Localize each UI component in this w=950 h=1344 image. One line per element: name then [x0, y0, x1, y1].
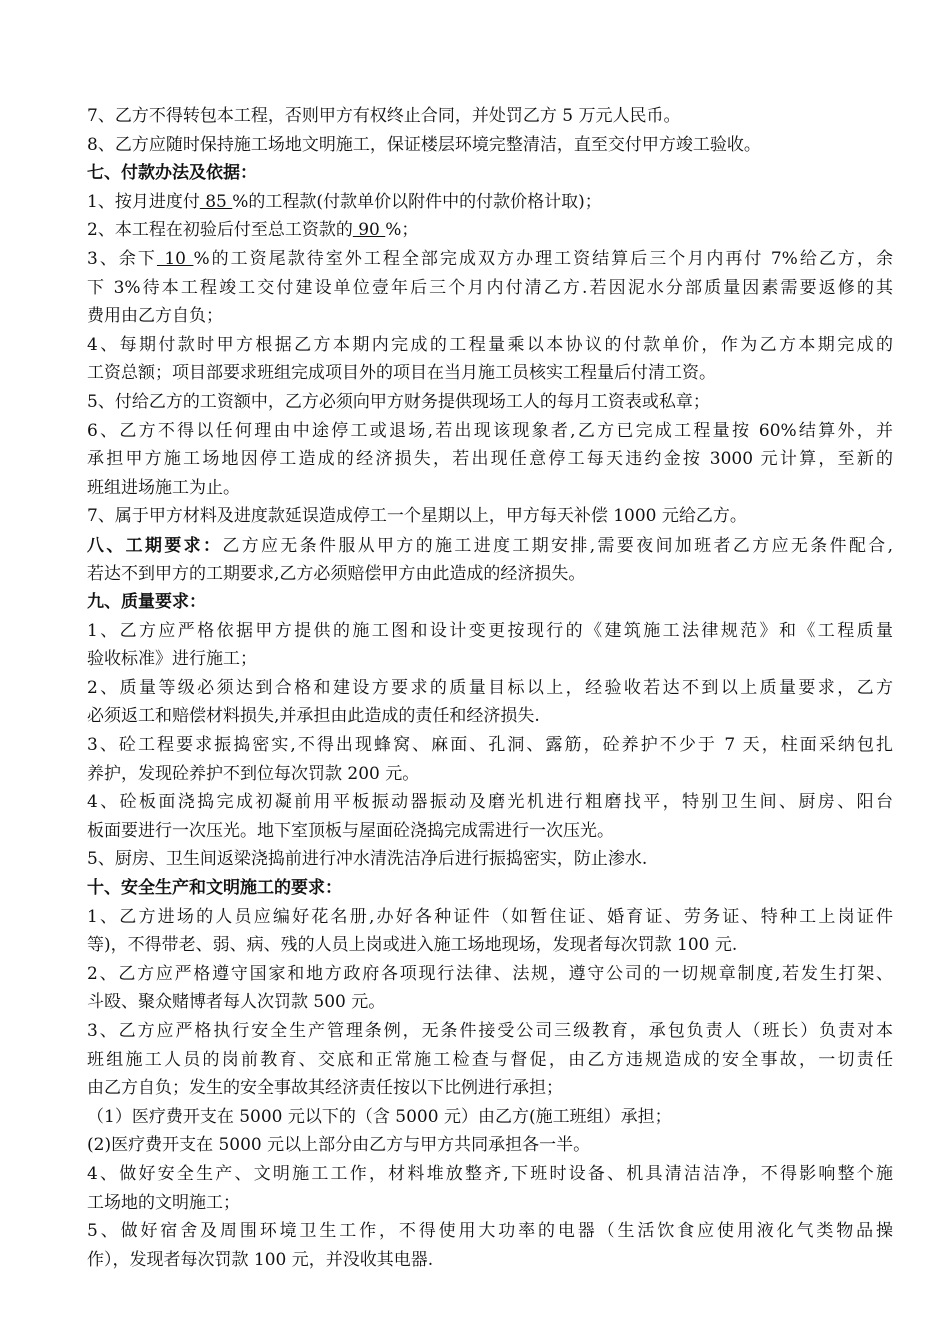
text-line: 作），发现者每次罚款 100 元，并没收其电器.: [87, 1249, 434, 1270]
section-heading: 十、安全生产和文明施工的要求：: [87, 878, 342, 899]
text-line: 班组施工人员的岗前教育、交底和正常施工检查与督促，由乙方违规造成的安全事故，一切责任: [87, 1049, 893, 1070]
text-line: 8、乙方应随时保持施工场地文明施工，保证楼层环境完整清洁，直至交付甲方竣工验收。: [87, 134, 761, 155]
document-page: [87, 102, 893, 1274]
text-line: 八、工期要求：乙方应无条件服从甲方的施工进度工期安排,需要夜间加班者乙方应无条件配合,: [87, 534, 893, 555]
text-line: 必须返工和赔偿材料损失,并承担由此造成的责任和经济损失.: [87, 706, 540, 727]
text-line: 3、余下 10 %的工资尾款待室外工程全部完成双方办理工资结算后三个月内再付 7%给乙方，余: [87, 248, 893, 269]
text-line: 6、乙方不得以任何理由中途停工或退场,若出现该现象者,乙方已完成工程量按 60%结算外，并: [87, 420, 893, 441]
text-line: 4、做好安全生产、文明施工工作，材料堆放整齐,下班时设备、机具清洁洁净，不得影响整个施: [87, 1163, 893, 1184]
text-line: 班组进场施工为止。: [87, 477, 240, 498]
text-line: 工资总额；项目部要求班组完成项目外的项目在当月施工员核实工程量后付清工资。: [87, 363, 716, 384]
text-line: 5、做好宿舍及周围环境卫生工作，不得使用大功率的电器（生活饮食应使用液化气类物品操: [87, 1221, 893, 1242]
text-line: 2、乙方应严格遵守国家和地方政府各项现行法律、法规，遵守公司的一切规章制度,若发生打架、: [87, 963, 893, 984]
text-line: 若达不到甲方的工期要求,乙方必须赔偿甲方由此造成的经济损失。: [87, 563, 586, 584]
text-line: 板面要进行一次压光。地下室顶板与屋面砼浇捣完成需进行一次压光。: [87, 820, 614, 841]
text-line: 4、每期付款时甲方根据乙方本期内完成的工程量乘以本协议的付款单价，作为乙方本期完成的: [87, 334, 893, 355]
text-line: 1、乙方进场的人员应编好花名册,办好各种证件（如暂住证、婚育证、劳务证、特种工上岗证件: [87, 906, 893, 927]
text-line: 3、砼工程要求振捣密实,不得出现蜂窝、麻面、孔洞、露筋，砼养护不少于 7 天，柱面采纳包扎: [87, 735, 893, 756]
text-line: 1、按月进度付 85 %的工程款(付款单价以附件中的付款价格计取)；: [87, 191, 602, 212]
text-line: （1）医疗费开支在 5000 元以下的（含 5000 元）由乙方(施工班组）承担；: [87, 1106, 672, 1127]
text-line: 工场地的文明施工；: [87, 1192, 240, 1213]
text-line: 费用由乙方自负；: [87, 306, 223, 327]
text-line: 验收标准》进行施工；: [87, 649, 257, 670]
text-line: 承担甲方施工场地因停工造成的经济损失，若出现任意停工每天违约金按 3000 元计算，至新的: [87, 449, 893, 470]
section-heading: 九、质量要求：: [87, 592, 206, 613]
text-line: 2、质量等级必须达到合格和建设方要求的质量目标以上，经验收若达不到以上质量要求，乙方: [87, 677, 893, 698]
text-line: 1、乙方应严格依据甲方提供的施工图和设计变更按现行的《建筑施工法律规范》和《工程质量: [87, 620, 893, 641]
text-line: 4、砼板面浇捣完成初凝前用平板振动器振动及磨光机进行粗磨找平，特别卫生间、厨房、阳台: [87, 792, 893, 813]
text-line: 7、属于甲方材料及进度款延误造成停工一个星期以上，甲方每天补偿 1000 元给乙方。: [87, 506, 747, 527]
text-line: (2)医疗费开支在 5000 元以上部分由乙方与甲方共同承担各一半。: [87, 1135, 591, 1156]
section-heading: 八、工期要求：: [87, 534, 223, 555]
text-line: 7、乙方不得转包本工程，否则甲方有权终止合同，并处罚乙方 5 万元人民币。: [87, 106, 681, 126]
underlined-value: 85: [199, 191, 233, 212]
text-line: 由乙方自负；发生的安全事故其经济责任按以下比例进行承担；: [87, 1078, 563, 1099]
text-line: 2、本工程在初验后付至总工资款的 90 %；: [87, 220, 419, 241]
text-line: 等)，不得带老、弱、病、残的人员上岗或进入施工场地现场，发现者每次罚款 100 元.: [87, 935, 738, 956]
text-line: 5、付给乙方的工资额中，乙方必须向甲方财务提供现场工人的每月工资表或私章；: [87, 391, 710, 412]
text-line: 5、厨房、卫生间返梁浇捣前进行冲水清洗洁净后进行振捣密实，防止渗水.: [87, 849, 648, 870]
text-line: 养护，发现砼养护不到位每次罚款 200 元。: [87, 763, 420, 784]
underlined-value: 10: [156, 248, 194, 269]
underlined-value: 90: [352, 220, 386, 241]
text-line: 斗殴、聚众赌博者每人次罚款 500 元。: [87, 992, 386, 1013]
text-line: 3、乙方应严格执行安全生产管理条例，无条件接受公司三级教育，承包负责人（班长）负责对本: [87, 1021, 893, 1041]
section-heading: 七、付款办法及依据：: [87, 163, 257, 184]
text-line: 下 3%待本工程竣工交付建设单位壹年后三个月内付清乙方.若因泥水分部质量因素需要返修的其: [87, 277, 893, 298]
